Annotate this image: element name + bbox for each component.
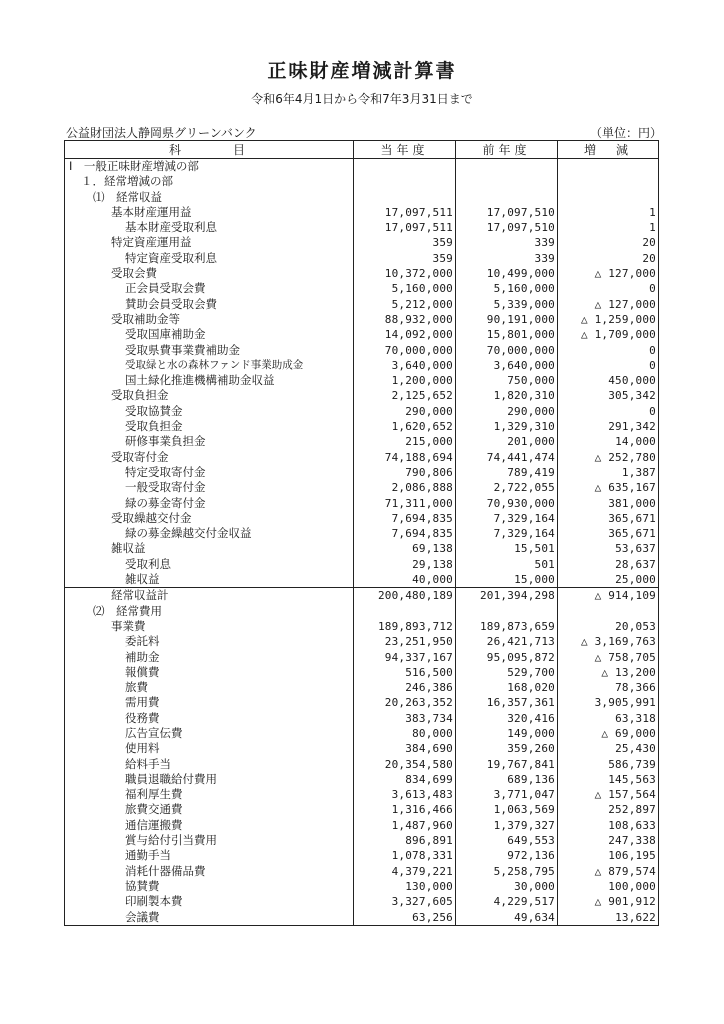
table-row <box>65 434 659 449</box>
table-row <box>65 159 659 175</box>
table-row <box>65 557 659 572</box>
table-row <box>65 190 659 205</box>
row-change-value: 20 <box>558 235 659 250</box>
row-previous-value: 15,000 <box>456 572 558 588</box>
row-change-value: △ 69,000 <box>558 726 659 741</box>
row-previous-value: 201,000 <box>456 434 558 449</box>
row-previous-value: 17,097,510 <box>456 205 558 220</box>
row-change-value: 1 <box>558 220 659 235</box>
row-previous-value <box>456 159 558 175</box>
row-change-value: △ 635,167 <box>558 480 659 495</box>
row-current-value: 1,316,466 <box>354 802 456 817</box>
table-row <box>65 818 659 833</box>
row-label: 事業費 <box>65 619 354 634</box>
row-current-value: 383,734 <box>354 711 456 726</box>
table-row <box>65 879 659 894</box>
row-previous-value: 201,394,298 <box>456 588 558 604</box>
row-label: 受取負担金 <box>65 388 354 403</box>
row-current-value: 94,337,167 <box>354 650 456 665</box>
row-previous-value: 789,419 <box>456 465 558 480</box>
row-label: 特定資産受取利息 <box>65 251 354 266</box>
row-label: 緑の募金繰越交付金収益 <box>65 526 354 541</box>
row-current-value <box>354 604 456 619</box>
table-row <box>65 910 659 926</box>
row-label: 賞与給付引当費用 <box>65 833 354 848</box>
row-label: 役務費 <box>65 711 354 726</box>
row-current-value: 516,500 <box>354 665 456 680</box>
table-row <box>65 174 659 189</box>
row-change-value: △ 127,000 <box>558 297 659 312</box>
row-change-value: 381,000 <box>558 496 659 511</box>
row-previous-value: 74,441,474 <box>456 450 558 465</box>
row-label: 緑の募金寄付金 <box>65 496 354 511</box>
row-previous-value: 16,357,361 <box>456 695 558 710</box>
row-change-value: △ 13,200 <box>558 665 659 680</box>
row-label: 特定資産運用益 <box>65 235 354 250</box>
row-previous-value: 189,873,659 <box>456 619 558 634</box>
table-row <box>65 266 659 281</box>
row-previous-value: 1,379,327 <box>456 818 558 833</box>
row-current-value: 20,263,352 <box>354 695 456 710</box>
header-change: 増 減 <box>558 141 659 159</box>
row-label: 協賛費 <box>65 879 354 894</box>
table-row <box>65 711 659 726</box>
table-row <box>65 450 659 465</box>
header-item: 科 目 <box>65 141 354 159</box>
row-change-value: 28,637 <box>558 557 659 572</box>
header-current-year: 当年度 <box>354 141 456 159</box>
row-previous-value: 750,000 <box>456 373 558 388</box>
row-previous-value: 15,801,000 <box>456 327 558 342</box>
row-label: 通信運搬費 <box>65 818 354 833</box>
row-current-value: 7,694,835 <box>354 511 456 526</box>
row-current-value: 20,354,580 <box>354 757 456 772</box>
row-label: 受取繰越交付金 <box>65 511 354 526</box>
row-previous-value: 339 <box>456 235 558 250</box>
row-change-value: △ 252,780 <box>558 450 659 465</box>
row-previous-value: 15,501 <box>456 541 558 556</box>
row-current-value: 14,092,000 <box>354 327 456 342</box>
row-current-value: 80,000 <box>354 726 456 741</box>
table-row <box>65 848 659 863</box>
row-label: 広告宣伝費 <box>65 726 354 741</box>
table-row <box>65 205 659 220</box>
row-previous-value: 49,634 <box>456 910 558 926</box>
row-change-value: 0 <box>558 358 659 373</box>
row-current-value: 834,699 <box>354 772 456 787</box>
row-change-value <box>558 190 659 205</box>
row-current-value <box>354 174 456 189</box>
row-change-value <box>558 604 659 619</box>
row-current-value: 384,690 <box>354 741 456 756</box>
row-label: 印刷製本費 <box>65 894 354 909</box>
table-row <box>65 281 659 296</box>
row-change-value: 586,739 <box>558 757 659 772</box>
row-change-value: 100,000 <box>558 879 659 894</box>
table-row <box>65 496 659 511</box>
row-previous-value: 1,329,310 <box>456 419 558 434</box>
row-current-value: 1,487,960 <box>354 818 456 833</box>
table-row <box>65 251 659 266</box>
table-row <box>65 373 659 388</box>
table-row <box>65 894 659 909</box>
row-previous-value: 168,020 <box>456 680 558 695</box>
row-change-value: 365,671 <box>558 511 659 526</box>
row-current-value <box>354 190 456 205</box>
fiscal-period: 令和6年4月1日から令和7年3月31日まで <box>251 92 473 106</box>
row-label: ⑵ 経常費用 <box>65 604 354 619</box>
row-label: 旅費交通費 <box>65 802 354 817</box>
table-row <box>65 388 659 403</box>
row-current-value: 790,806 <box>354 465 456 480</box>
row-current-value: 17,097,511 <box>354 220 456 235</box>
row-label: 通勤手当 <box>65 848 354 863</box>
row-current-value: 88,932,000 <box>354 312 456 327</box>
row-previous-value: 5,258,795 <box>456 864 558 879</box>
table-body <box>65 159 659 926</box>
table-row <box>65 787 659 802</box>
row-change-value: 20,053 <box>558 619 659 634</box>
row-current-value: 130,000 <box>354 879 456 894</box>
row-previous-value: 95,095,872 <box>456 650 558 665</box>
row-previous-value <box>456 190 558 205</box>
row-change-value: 1,387 <box>558 465 659 480</box>
row-current-value: 7,694,835 <box>354 526 456 541</box>
row-previous-value: 3,640,000 <box>456 358 558 373</box>
row-current-value <box>354 159 456 175</box>
row-label: 受取補助金等 <box>65 312 354 327</box>
header-previous-year: 前年度 <box>456 141 558 159</box>
table-row <box>65 297 659 312</box>
row-change-value: 14,000 <box>558 434 659 449</box>
row-change-value: 53,637 <box>558 541 659 556</box>
table-row <box>65 511 659 526</box>
table-row <box>65 619 659 634</box>
row-label: 受取負担金 <box>65 419 354 434</box>
table-row <box>65 526 659 541</box>
row-previous-value: 2,722,055 <box>456 480 558 495</box>
row-label: 受取会費 <box>65 266 354 281</box>
row-change-value: 291,342 <box>558 419 659 434</box>
row-previous-value: 3,771,047 <box>456 787 558 802</box>
income-statement-table <box>64 140 659 926</box>
row-previous-value: 90,191,000 <box>456 312 558 327</box>
row-current-value: 40,000 <box>354 572 456 588</box>
row-label: Ⅰ 一般正味財産増減の部 <box>65 159 354 175</box>
row-previous-value: 359,260 <box>456 741 558 756</box>
row-current-value: 74,188,694 <box>354 450 456 465</box>
row-previous-value: 10,499,000 <box>456 266 558 281</box>
table-row <box>65 541 659 556</box>
table-row <box>65 604 659 619</box>
row-label: 需用費 <box>65 695 354 710</box>
document-title: 正味財産増減計算書 <box>267 60 457 82</box>
row-label: 旅費 <box>65 680 354 695</box>
table-row <box>65 480 659 495</box>
row-current-value: 2,125,652 <box>354 388 456 403</box>
row-current-value: 290,000 <box>354 404 456 419</box>
row-previous-value: 149,000 <box>456 726 558 741</box>
row-label: 福利厚生費 <box>65 787 354 802</box>
row-previous-value: 7,329,164 <box>456 511 558 526</box>
row-previous-value: 7,329,164 <box>456 526 558 541</box>
row-previous-value: 689,136 <box>456 772 558 787</box>
row-label: 職員退職給付費用 <box>65 772 354 787</box>
table-row <box>65 864 659 879</box>
row-label: １．経常増減の部 <box>65 174 354 189</box>
table-row-total <box>65 588 659 604</box>
table-row <box>65 772 659 787</box>
row-current-value: 200,480,189 <box>354 588 456 604</box>
row-change-value: 106,195 <box>558 848 659 863</box>
row-current-value: 5,212,000 <box>354 297 456 312</box>
table-row <box>65 726 659 741</box>
row-change-value: 0 <box>558 281 659 296</box>
table-row <box>65 343 659 358</box>
row-label: 会議費 <box>65 910 354 926</box>
row-change-value: 450,000 <box>558 373 659 388</box>
table-header-row <box>65 141 659 159</box>
row-change-value: 25,430 <box>558 741 659 756</box>
row-current-value: 3,613,483 <box>354 787 456 802</box>
row-label: 使用料 <box>65 741 354 756</box>
row-change-value: △ 1,709,000 <box>558 327 659 342</box>
row-previous-value: 320,416 <box>456 711 558 726</box>
row-label: 賛助会員受取会費 <box>65 297 354 312</box>
row-label: 雑収益 <box>65 572 354 588</box>
table-row <box>65 833 659 848</box>
table-row <box>65 312 659 327</box>
row-change-value: △ 879,574 <box>558 864 659 879</box>
row-change-value: △ 1,259,000 <box>558 312 659 327</box>
row-previous-value: 290,000 <box>456 404 558 419</box>
row-previous-value: 5,339,000 <box>456 297 558 312</box>
row-label: ⑴ 経常収益 <box>65 190 354 205</box>
row-current-value: 17,097,511 <box>354 205 456 220</box>
row-previous-value <box>456 174 558 189</box>
row-previous-value: 649,553 <box>456 833 558 848</box>
row-change-value: △ 157,564 <box>558 787 659 802</box>
row-change-value: 1 <box>558 205 659 220</box>
row-change-value: 63,318 <box>558 711 659 726</box>
row-current-value: 23,251,950 <box>354 634 456 649</box>
row-previous-value: 5,160,000 <box>456 281 558 296</box>
row-change-value: 305,342 <box>558 388 659 403</box>
row-previous-value: 70,000,000 <box>456 343 558 358</box>
row-current-value: 3,327,605 <box>354 894 456 909</box>
row-current-value: 71,311,000 <box>354 496 456 511</box>
row-change-value: 108,633 <box>558 818 659 833</box>
table-row <box>65 695 659 710</box>
row-current-value: 896,891 <box>354 833 456 848</box>
row-current-value: 1,078,331 <box>354 848 456 863</box>
row-change-value: 0 <box>558 343 659 358</box>
row-current-value: 5,160,000 <box>354 281 456 296</box>
row-label: 受取利息 <box>65 557 354 572</box>
row-previous-value: 501 <box>456 557 558 572</box>
row-change-value: 252,897 <box>558 802 659 817</box>
row-change-value: 25,000 <box>558 572 659 588</box>
row-label: 国土緑化推進機構補助金収益 <box>65 373 354 388</box>
table-row <box>65 465 659 480</box>
row-current-value: 29,138 <box>354 557 456 572</box>
row-previous-value <box>456 604 558 619</box>
row-change-value: 78,366 <box>558 680 659 695</box>
table-row <box>65 235 659 250</box>
row-change-value: △ 758,705 <box>558 650 659 665</box>
row-previous-value: 17,097,510 <box>456 220 558 235</box>
row-label: 基本財産運用益 <box>65 205 354 220</box>
row-current-value: 359 <box>354 251 456 266</box>
table-row <box>65 741 659 756</box>
row-current-value: 189,893,712 <box>354 619 456 634</box>
row-current-value: 2,086,888 <box>354 480 456 495</box>
row-previous-value: 19,767,841 <box>456 757 558 772</box>
row-change-value: 145,563 <box>558 772 659 787</box>
row-change-value: △ 914,109 <box>558 588 659 604</box>
row-label: 経常収益計 <box>65 588 354 604</box>
row-current-value: 10,372,000 <box>354 266 456 281</box>
row-change-value <box>558 159 659 175</box>
row-previous-value: 972,136 <box>456 848 558 863</box>
table-row <box>65 665 659 680</box>
table-row <box>65 404 659 419</box>
row-change-value: 247,338 <box>558 833 659 848</box>
row-previous-value: 529,700 <box>456 665 558 680</box>
row-current-value: 215,000 <box>354 434 456 449</box>
row-previous-value: 1,820,310 <box>456 388 558 403</box>
row-label: 受取国庫補助金 <box>65 327 354 342</box>
row-change-value: 0 <box>558 404 659 419</box>
row-label: 給料手当 <box>65 757 354 772</box>
table-row <box>65 358 659 373</box>
table-row <box>65 757 659 772</box>
row-current-value: 4,379,221 <box>354 864 456 879</box>
table-row <box>65 572 659 588</box>
row-label: 補助金 <box>65 650 354 665</box>
row-previous-value: 4,229,517 <box>456 894 558 909</box>
table-row <box>65 802 659 817</box>
row-change-value <box>558 174 659 189</box>
row-label: 一般受取寄付金 <box>65 480 354 495</box>
row-current-value: 246,386 <box>354 680 456 695</box>
row-label: 消耗什器備品費 <box>65 864 354 879</box>
row-label: 特定受取寄付金 <box>65 465 354 480</box>
row-current-value: 1,200,000 <box>354 373 456 388</box>
row-current-value: 359 <box>354 235 456 250</box>
row-label: 研修事業負担金 <box>65 434 354 449</box>
row-label: 受取県費事業費補助金 <box>65 343 354 358</box>
row-label: 委託料 <box>65 634 354 649</box>
row-previous-value: 70,930,000 <box>456 496 558 511</box>
row-current-value: 69,138 <box>354 541 456 556</box>
row-change-value: 3,905,991 <box>558 695 659 710</box>
row-current-value: 3,640,000 <box>354 358 456 373</box>
row-previous-value: 26,421,713 <box>456 634 558 649</box>
table-row <box>65 220 659 235</box>
row-current-value: 1,620,652 <box>354 419 456 434</box>
table-row <box>65 634 659 649</box>
row-label: 基本財産受取利息 <box>65 220 354 235</box>
row-change-value: 365,671 <box>558 526 659 541</box>
organization-name: 公益財団法人静岡県グリーンバンク <box>66 126 257 140</box>
row-previous-value: 1,063,569 <box>456 802 558 817</box>
table-row <box>65 680 659 695</box>
row-change-value: △ 3,169,763 <box>558 634 659 649</box>
row-label: 受取寄付金 <box>65 450 354 465</box>
row-current-value: 70,000,000 <box>354 343 456 358</box>
table-row <box>65 419 659 434</box>
row-current-value: 63,256 <box>354 910 456 926</box>
row-label: 受取緑と水の森林ファンド事業助成金 <box>65 358 354 373</box>
row-label: 雑収益 <box>65 541 354 556</box>
row-previous-value: 339 <box>456 251 558 266</box>
row-change-value: △ 127,000 <box>558 266 659 281</box>
row-change-value: 13,622 <box>558 910 659 926</box>
row-change-value: △ 901,912 <box>558 894 659 909</box>
table-row <box>65 327 659 342</box>
row-label: 報償費 <box>65 665 354 680</box>
row-previous-value: 30,000 <box>456 879 558 894</box>
row-change-value: 20 <box>558 251 659 266</box>
table-row <box>65 650 659 665</box>
unit-label: （単位：円） <box>589 126 662 140</box>
row-label: 正会員受取会費 <box>65 281 354 296</box>
row-label: 受取協賛金 <box>65 404 354 419</box>
